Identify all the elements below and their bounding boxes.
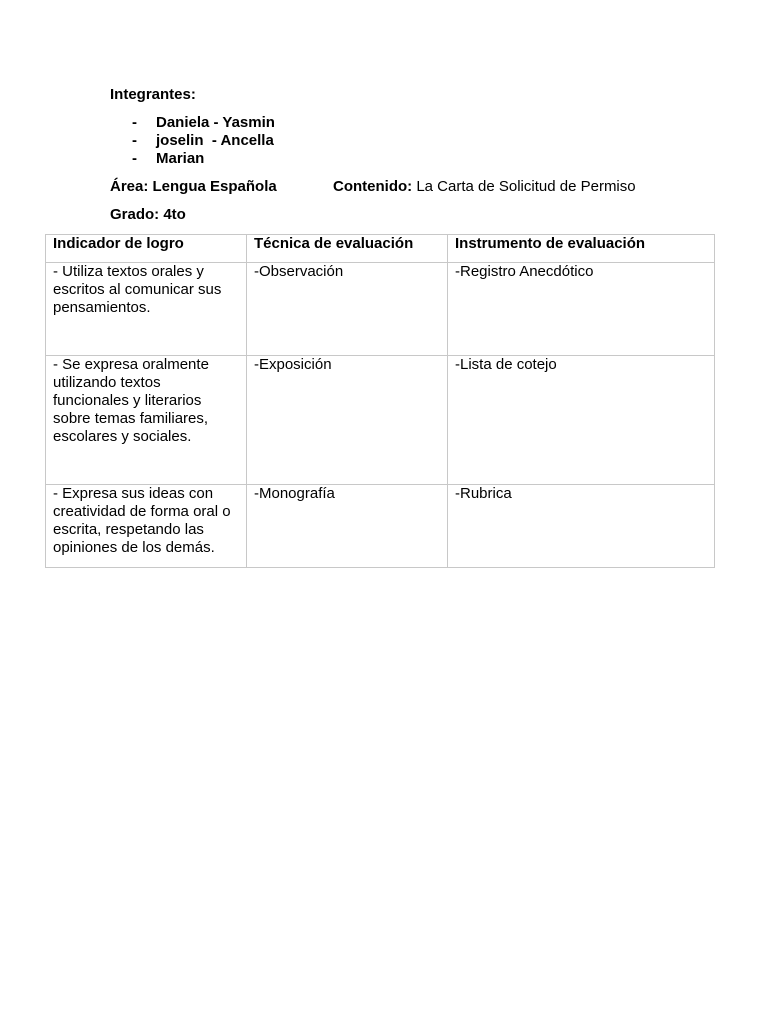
member-name: Daniela - Yasmin (156, 114, 275, 131)
table-row (46, 356, 715, 485)
list-bullet: - (132, 132, 137, 149)
cell-tecnica: -Exposición (247, 356, 448, 485)
cell-tecnica: -Monografía (247, 485, 448, 568)
header-tecnica: Técnica de evaluación (247, 235, 448, 263)
contenido-label: Contenido: (333, 178, 413, 195)
member-name: Marian (156, 150, 205, 167)
list-item (110, 150, 275, 168)
list-item (110, 114, 275, 132)
list-item (110, 132, 275, 150)
members-list (110, 114, 275, 168)
cell-instrumento: -Registro Anecdótico (448, 263, 715, 356)
list-bullet: - (132, 114, 137, 131)
cell-indicador: - Expresa sus ideas con creatividad de forma oral o escrita, respetando las opiniones de los demás. (46, 485, 247, 568)
table-row (46, 263, 715, 356)
member-name: joselin - Ancella (156, 132, 274, 149)
cell-indicador: - Se expresa oralmente utilizando textos funcionales y literarios sobre temas familiares, escolares y sociales. (46, 356, 247, 485)
evaluation-table (45, 234, 715, 568)
contenido-line (333, 178, 636, 195)
cell-instrumento: -Rubrica (448, 485, 715, 568)
cell-tecnica: -Observación (247, 263, 448, 356)
list-bullet: - (132, 150, 137, 167)
cell-indicador: - Utiliza textos orales y escritos al comunicar sus pensamientos. (46, 263, 247, 356)
table-row (46, 485, 715, 568)
area-label: Área: Lengua Española (110, 178, 277, 195)
grado-label: Grado: 4to (110, 206, 186, 223)
cell-instrumento: -Lista de cotejo (448, 356, 715, 485)
header-indicador: Indicador de logro (46, 235, 247, 263)
integrantes-heading: Integrantes: (110, 86, 196, 103)
contenido-value: La Carta de Solicitud de Permiso (416, 178, 636, 195)
table-header-row (46, 235, 715, 263)
header-instrumento: Instrumento de evaluación (448, 235, 715, 263)
